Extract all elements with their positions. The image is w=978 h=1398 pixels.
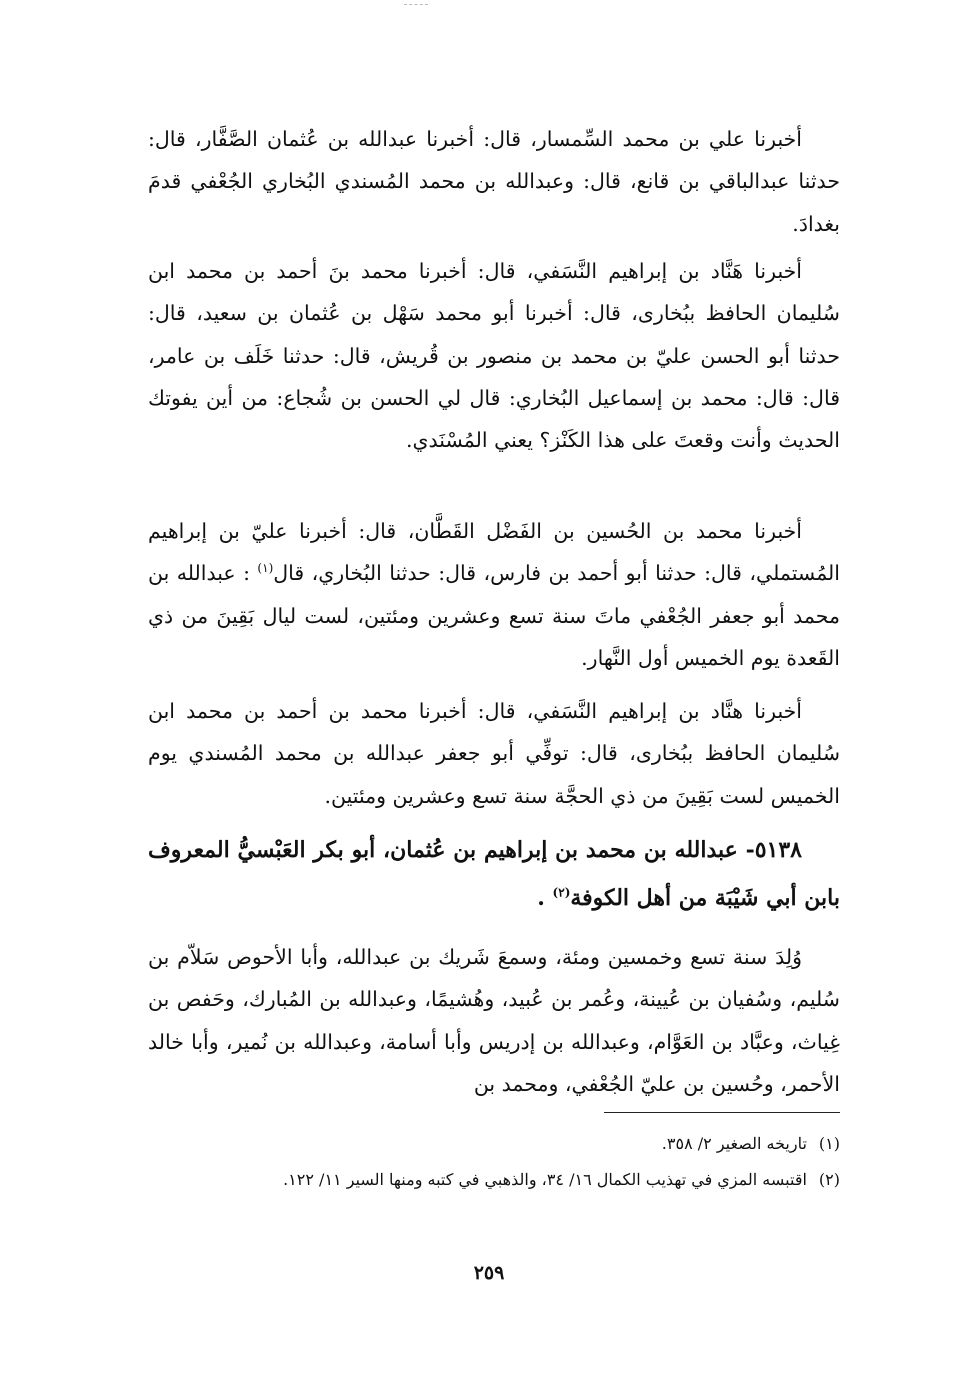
paragraph-1-text: أخبرنا علي بن محمد السِّمسار، قال: أخبرنا عبدالله بن عُثمان الصَّفَّار، قال: حدثنا عبدالباقي بن قانع، قال: وعبدالله بن محمد المُسندي البُخاري الجُعْفي قدمَ بغدادَ. <box>148 127 840 236</box>
paragraph-5 <box>148 936 840 1105</box>
entry-title: عبدالله بن محمد بن إبراهيم بن عُثمان، أبو بكر العَبْسيُّ المعروف بابن أبي شَيْبَة من أهل الكوفة <box>148 837 840 911</box>
page-number: ٢٥٩ <box>473 1262 505 1284</box>
footnote-2-text: اقتبسه المزي في تهذيب الكمال ١٦/ ٣٤، والذهبي في كتبه ومنها السير ١١/ ١٢٢. <box>283 1170 807 1189</box>
paragraph-1 <box>148 118 840 245</box>
footnote-1-text: تاريخه الصغير ٢/ ٣٥٨. <box>661 1134 807 1153</box>
paragraph-3-after-ref: : عبدالله بن محمد أبو جعفر الجُعْفي ماتَ سنة تسع وعشرين ومئتين، لست ليال بَقِينَ من ذي القَعدة يوم الخميس أول النَّهار. <box>148 561 840 670</box>
entry-number: ٥١٣٨- <box>745 837 802 863</box>
entry-heading-end: . <box>537 885 553 911</box>
footnote-2 <box>148 1162 840 1198</box>
footnote-1-number: (١) <box>818 1134 840 1153</box>
paragraph-2 <box>148 250 840 461</box>
paragraph-3-text <box>148 510 840 679</box>
paragraph-2-text: أخبرنا هَنَّاد بن إبراهيم النَّسَفي، قال: أخبرنا محمد بنَ أحمد بن محمد ابن سُليمان الحافظ ببُخارى، قال: أخبرنا أبو محمد سَهْل بن عُثمان بن سعيد، قال: حدثنا أبو الحسن عليّ بن محمد بن منصور بن قُريش، قال: حدثنا خَلَف بن عامر، قال: قال: محمد بن إسماعيل البُخاري: قال لي الحسن بن شُجاع: من أين يفوتك الحديث وأنت وقعتَ على هذا الكَنْز؟ يعني المُسْنَدي. <box>148 259 840 453</box>
paragraph-3 <box>148 510 840 679</box>
paragraph-4 <box>148 690 840 817</box>
footnote-ref-2: (٢) <box>552 885 571 900</box>
paragraph-5-text: وُلِدَ سنة تسع وخمسين ومئة، وسمعَ شَريك بن عبدالله، وأبا الأحوص سَلاّم بن سُليم، وسُفيان بن عُيينة، وعُمر بن عُبيد، وهُشيمًا، وعبدالله بن المُبارك، وحَفص بن غِياث، وعبَّاد بن العَوَّام، وعبدالله بن إدريس وأبا أسامة، وعبدالله بن نُمير، وأبا خالد الأحمر، وحُسين بن عليّ الجُعْفي، ومحمد بن <box>148 945 840 1096</box>
footnote-ref-1: (١) <box>257 561 274 576</box>
paragraph-4-text: أخبرنا هنَّاد بن إبراهيم النَّسَفي، قال: أخبرنا محمد بن أحمد بن محمد ابن سُليمان الحافظ ببُخارى، قال: توفِّي أبو جعفر عبدالله بن محمد المُسندي يوم الخميس لست بَقِينَ من ذي الحجَّة سنة تسع وعشرين ومئتين. <box>148 699 840 808</box>
footnote-1 <box>148 1126 840 1162</box>
paragraph-3-before-ref: أخبرنا محمد بن الحُسين بن الفَضْل القَطَّان، قال: أخبرنا عليّ بن إبراهيم المُستملي، قال: حدثنا أبو أحمد بن فارس، قال: حدثنا البُخاري، قال <box>148 519 840 586</box>
entry-heading-text <box>148 826 840 922</box>
footnote-separator <box>604 1112 840 1113</box>
entry-heading <box>148 826 840 922</box>
footnote-2-number: (٢) <box>818 1170 840 1189</box>
top-scan-mark <box>404 4 428 5</box>
footnotes <box>148 1126 840 1198</box>
